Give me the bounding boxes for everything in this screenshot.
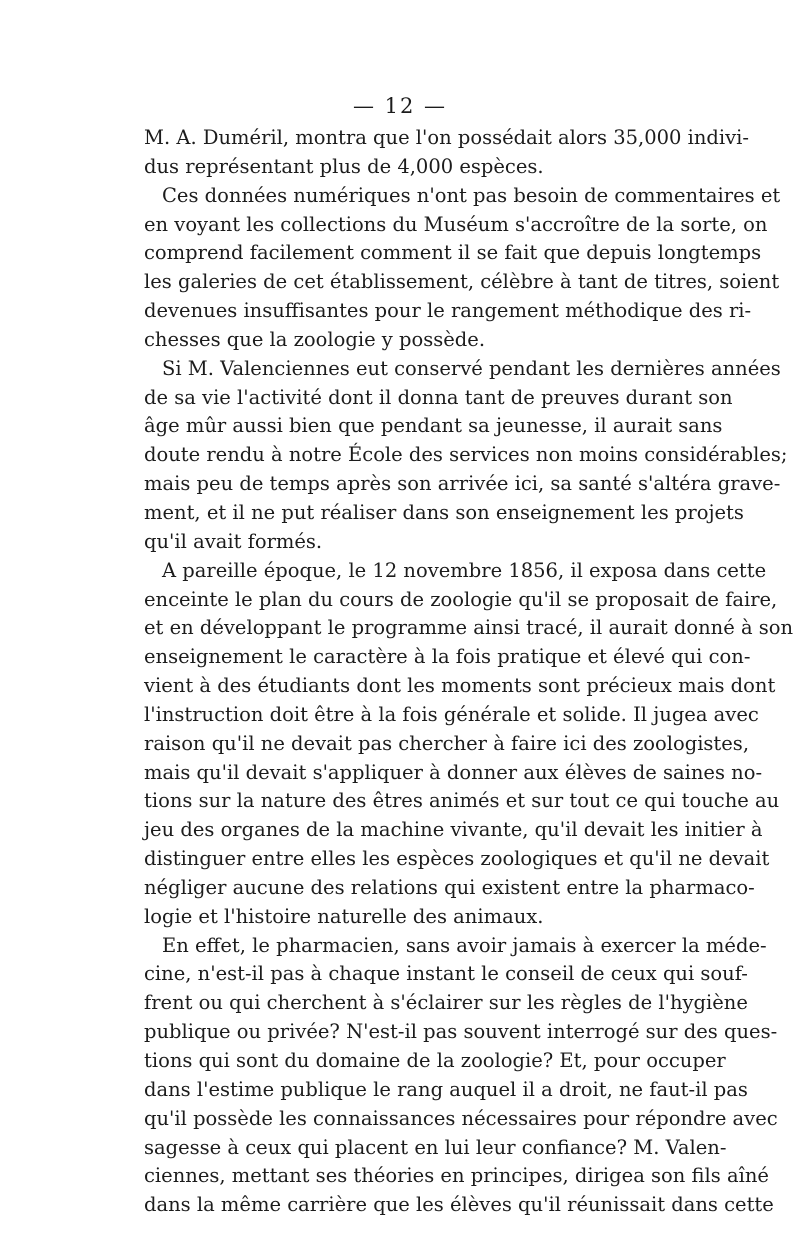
text-line: en voyant les collections du Muséum s'accroître de la sorte, on — [144, 212, 768, 236]
text-line: dans la même carrière que les élèves qu'il réunissait dans cette — [144, 1193, 774, 1217]
text-line: tions qui sont du domaine de la zoologie? Et, pour occuper — [144, 1049, 726, 1072]
text-line: cine, n'est-il pas à chaque instant le conseil de ceux qui souf- — [144, 962, 748, 986]
text-line: l'instruction doit être à la fois générale et solide. Il jugea avec — [144, 702, 759, 726]
text-line: En effet, le pharmacien, sans avoir jamais à exercer la méde- — [162, 933, 767, 957]
text-line: dus représentant plus de 4,000 espèces. — [144, 154, 544, 178]
text-line: tions sur la nature des êtres animés et sur tout ce qui touche au — [144, 789, 780, 813]
text-line: ciennes, mettant ses théories en principes, dirigea son fils aîné — [144, 1164, 769, 1188]
text-line: de sa vie l'activité dont il donna tant de preuves durant son — [144, 385, 733, 409]
text-line: enceinte le plan du cours de zoologie qu'il se proposait de faire, — [144, 587, 778, 611]
text-line: comprend facilement comment il se fait que depuis longtemps — [144, 241, 762, 265]
body-text — [144, 124, 794, 1220]
text-line: devenues insuffisantes pour le rangement méthodique des ri- — [144, 299, 752, 323]
text-line: frent ou qui cherchent à s'éclairer sur les règles de l'hygiène — [144, 991, 748, 1015]
text-line: ment, et il ne put réaliser dans son enseignement les projets — [144, 500, 744, 524]
text-line: et en développant le programme ainsi tracé, il aurait donné à son — [144, 616, 794, 640]
text-line: sagesse à ceux qui placent en lui leur confiance? M. Valen- — [144, 1135, 727, 1159]
text-line: mais peu de temps après son arrivée ici, sa santé s'altéra grave- — [144, 472, 781, 496]
text-line: âge mûr aussi bien que pendant sa jeunesse, il aurait sans — [144, 414, 723, 438]
page-number: — 12 — — [352, 94, 448, 118]
text-line: dans l'estime publique le rang auquel il a droit, ne faut-il pas — [144, 1077, 748, 1101]
text-line: qu'il avait formés. — [144, 529, 323, 553]
text-line: Si M. Valenciennes eut conservé pendant les dernières années — [162, 356, 781, 380]
text-line: enseignement le caractère à la fois pratique et élevé qui con- — [144, 645, 751, 669]
text-line: qu'il possède les connaissances nécessaires pour répondre avec — [144, 1106, 778, 1130]
text-line: A pareille époque, le 12 novembre 1856, il exposa dans cette — [162, 558, 767, 582]
text-line: chesses que la zoologie y possède. — [144, 327, 486, 351]
text-line: logie et l'histoire naturelle des animaux. — [144, 904, 544, 928]
text-line: doute rendu à notre École des services non moins considérables; — [144, 443, 788, 467]
text-line: négliger aucune des relations qui existent entre la pharmaco- — [144, 875, 755, 899]
text-line: les galeries de cet établissement, célèbre à tant de titres, soient — [144, 270, 780, 294]
text-line: Ces données numériques n'ont pas besoin de commentaires et — [162, 183, 781, 207]
text-line: mais qu'il devait s'appliquer à donner aux élèves de saines no- — [144, 760, 763, 784]
text-line: jeu des organes de la machine vivante, qu'il devait les initier à — [144, 818, 763, 842]
text-line: M. A. Duméril, montra que l'on possédait alors 35,000 indivi- — [144, 126, 749, 149]
text-line: vient à des étudiants dont les moments sont précieux mais dont — [144, 674, 776, 698]
text-line: publique ou privée? N'est-il pas souvent interrogé sur des ques- — [144, 1020, 778, 1044]
text-line: distinguer entre elles les espèces zoologiques et qu'il ne devait — [144, 847, 770, 871]
text-line: raison qu'il ne devait pas chercher à faire ici des zoologistes, — [144, 731, 750, 755]
